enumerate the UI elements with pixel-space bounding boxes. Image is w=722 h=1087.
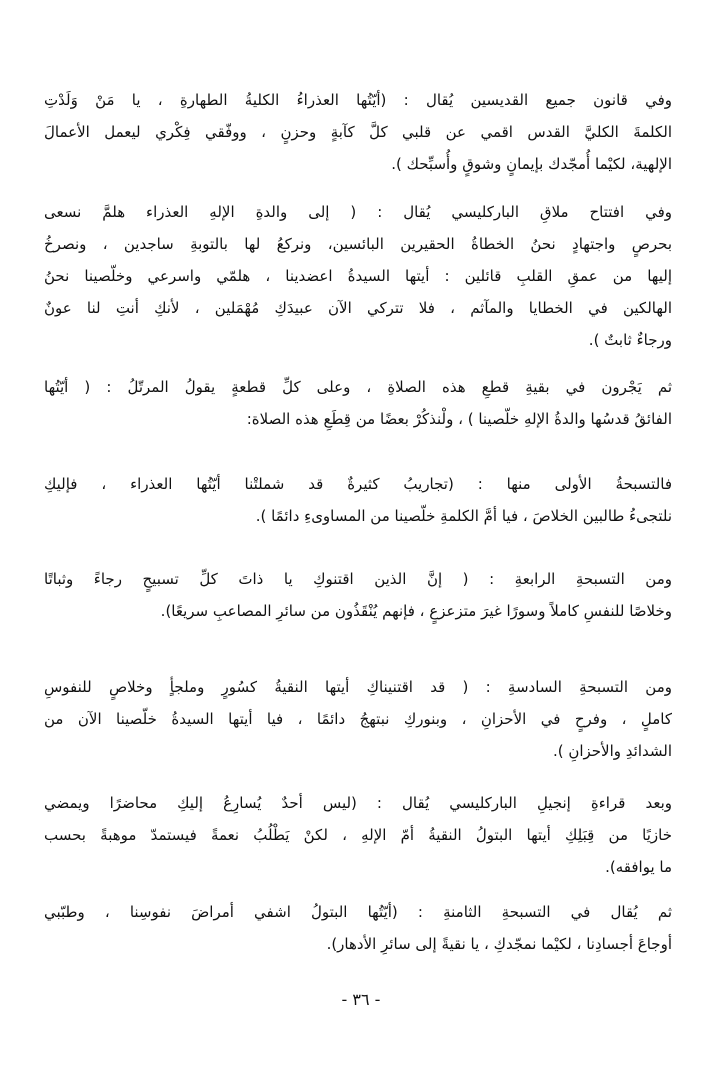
text-line: الفائقُ قدسُها والدةُ الإلهِ خلّصينا ) ، ولْنذكُرْ بعضًا من قِطَعِ هذه الصلاة: — [246, 410, 672, 428]
text-line: نلتجىءُ طالبين الخلاصَ ، فيا أمَّ الكلمةِ خلّصينا من المساوىءِ دائمًا ). — [255, 507, 672, 525]
text-line: وخلاصًا للنفسِ كاملاً وسورًا غيرَ متزعزعٍ ، فإنهم يُنْقَذُون من سائرِ المصاعبِ سريعًا). — [160, 602, 672, 620]
text-line: وفي قانون جميع القديسين يُقال : (أيّتُها العذراءُ الكليةُ الطهارةِ ، يا مَنْ وَلَدْتِ — [44, 91, 672, 109]
paragraph-5 — [44, 563, 672, 627]
paragraph-4 — [44, 468, 672, 532]
paragraph-3 — [44, 371, 672, 435]
text-line: الشدائدِ والأحزانِ ). — [552, 742, 672, 760]
text-line: ثم يَجْرون في بقيةِ قطعِ هذه الصلاةِ ، وعلى كلِّ قطعةٍ يقولُ المرتّلُ : ( أيّتُها — [44, 378, 672, 396]
paragraph-1 — [44, 84, 672, 180]
text-line: الكلمةَ الكليَّ القدس اقمي عن قلبي كلَّ كآبةٍ وحزنٍ ، ووفّقي فِكْري ليعمل الأعمالَ — [44, 123, 672, 141]
paragraph-7 — [44, 787, 672, 883]
text-line: ومن التسبحةِ الرابعةِ : ( إنَّ الذين اقتنوكِ يا ذاتَ كلِّ تسبيحٍ رجاءً وثباتًا — [44, 570, 672, 588]
text-line: ثم يُقال في التسبحةِ الثامنةِ : (أيّتُها البتولُ اشفي أمراضَ نفوسِنا ، وطبّبي — [44, 903, 672, 921]
text-line: أوجاعَ أجسادِنا ، لكيْما نمجّدكِ ، يا نقيةً إلى سائرِ الأدهار). — [326, 935, 672, 953]
paragraph-6 — [44, 671, 672, 767]
text-line: ومن التسبحةِ السادسةِ : ( قد اقتنيناكِ أيتها النقيةُ كسُورٍ وملجأٍ وخلاصٍ للنفوسِ — [44, 678, 672, 696]
text-line: وبعد قراءةِ إنجيلِ الباركليسي يُقال : (ليس أحدٌ يُسارِعُ إليكِ محاضرًا ويمضي — [44, 794, 672, 812]
text-line: بحرصٍ واجتهادٍ نحنُ الخطاةُ الحقيرين البائسين، ونركعُ لها بالتوبةِ ساجدين ، ونصرخُ — [44, 235, 672, 253]
text-line: الهالكين في الخطايا والمآثم ، فلا تتركي الآن عبيدَكِ مُهْمَلين ، لأنكِ أنتِ لنا عونٌ — [44, 299, 672, 317]
text-line: كاملٍ ، وفرحٍ في الأحزانِ ، وبنوركِ نبتهجُ دائمًا ، فيا أيتها السيدةُ خلّصينا الآن من — [44, 710, 672, 728]
text-line: ما يوافقه). — [605, 858, 672, 876]
text-line: فالتسبحةُ الأولى منها : (تجاريبُ كثيرةٌ قد شملتْنا أيّتُها العذراء ، فإليكِ — [44, 475, 672, 493]
paragraph-2 — [44, 196, 672, 356]
text-line: الإلهية، لكيْما أُمجّدك بإيمانٍ وشوقٍ وأُسبِّحك ). — [391, 155, 672, 173]
text-line: ورجاءٌ ثابتٌ ). — [588, 331, 672, 349]
paragraph-8 — [44, 896, 672, 960]
page-number: - ٣٦ - — [341, 990, 381, 1009]
text-line: خازيًا من قِبَلِكِ أيتها البتولُ النقيةُ أمّ الإلهِ ، لكنْ يَطْلُبُ نعمةً فيستمدّ موهبةً بحسب — [44, 826, 672, 844]
text-line: وفي افتتاح ملاقِ الباركليسي يُقال : ( إلى والدةِ الإلهِ العذراء هلمَّ نسعى — [44, 203, 672, 221]
text-line: إليها من عمقِ القلبِ قائلين : أيتها السيدةُ اعضدينا ، هلمّي واسرعي وخلّصينا نحنُ — [44, 267, 672, 285]
